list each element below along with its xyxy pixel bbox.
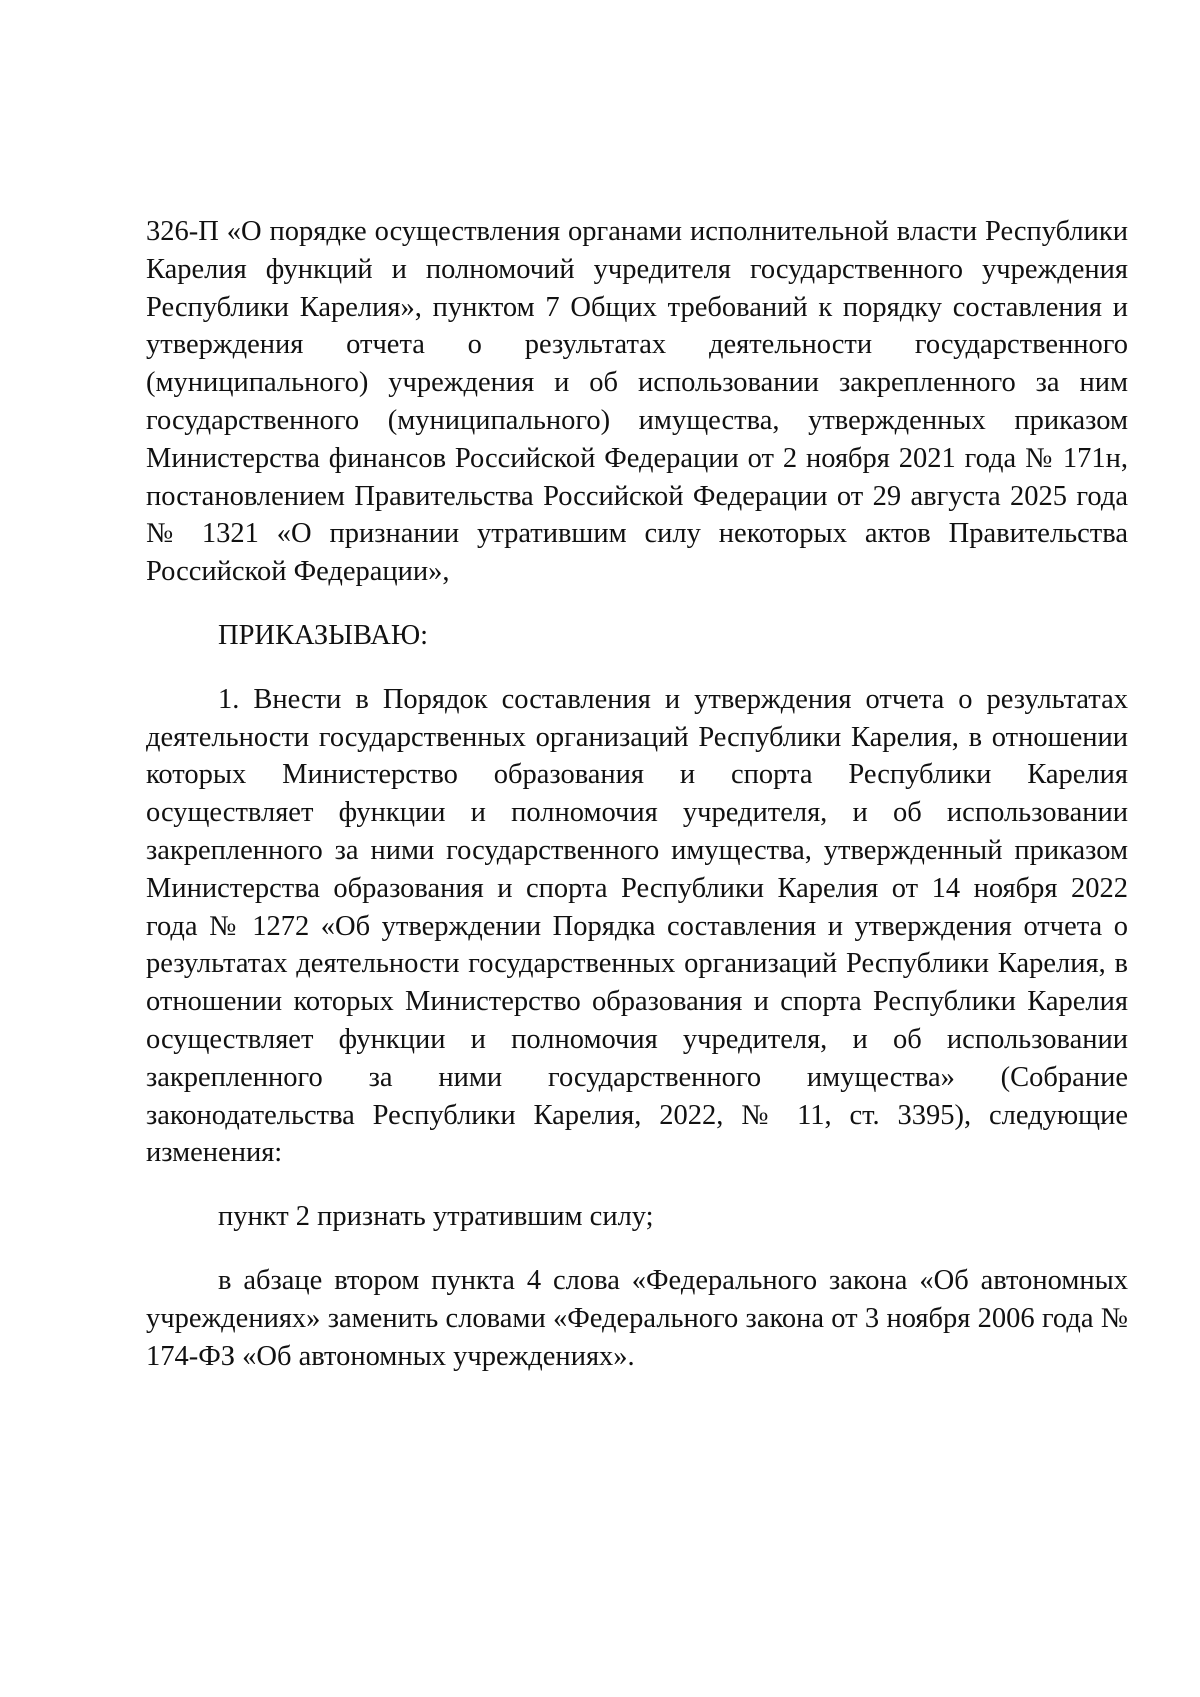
- document-body: [146, 213, 1128, 1375]
- paragraph-point-2: пункт 2 признать утратившим силу;: [218, 1201, 654, 1233]
- paragraph-legal-basis: 326-П «О порядке осуществления органами исполнительной власти Республики Карелия функций и полномочий учредителя государственного учреждения Республики Карелия», пунктом 7 Общих требований к порядку составления и утверждения отчета о результатах деятельности государственного (муниципального) учреждения и об использовании закрепленного за ним государственного (муниципального) имущества, утвержденных приказом Министерства финансов Российской Федерации от 2 ноября 2021 года № 171н, постановлением Правительства Российской Федерации от 29 августа 2025 года № 1321 «О признании утратившим силу некоторых актов Правительства Российской Федерации»,: [146, 216, 1128, 588]
- paragraph-point-4: в абзаце втором пункта 4 слова «Федерального закона «Об автономных учреждениях» заменить словами «Федерального закона от 3 ноября 2006 года № 174-ФЗ «Об автономных учреждениях».: [146, 1264, 1128, 1372]
- paragraph-order-heading: ПРИКАЗЫВАЮ:: [218, 619, 429, 651]
- paragraph-amendment-1: 1. Внести в Порядок составления и утверждения отчета о результатах деятельности государственных организаций Республики Карелия, в отношении которых Министерство образования и спорта Республики Карелия осуществляет функции и полномочия учредителя, и об использовании закрепленного за ними государственного имущества, утвержденный приказом Министерства образования и спорта Республики Карелия от 14 ноября 2022 года № 1272 «Об утверждении Порядка составления и утверждения отчета о результатах деятельности государственных организаций Республики Карелия, в отношении которых Министерство образования и спорта Республики Карелия осуществляет функции и полномочия учредителя, и об использовании закрепленного за ними государственного имущества» (Собрание законодательства Республики Карелия, 2022, № 11, ст. 3395), следующие изменения:: [146, 683, 1128, 1169]
